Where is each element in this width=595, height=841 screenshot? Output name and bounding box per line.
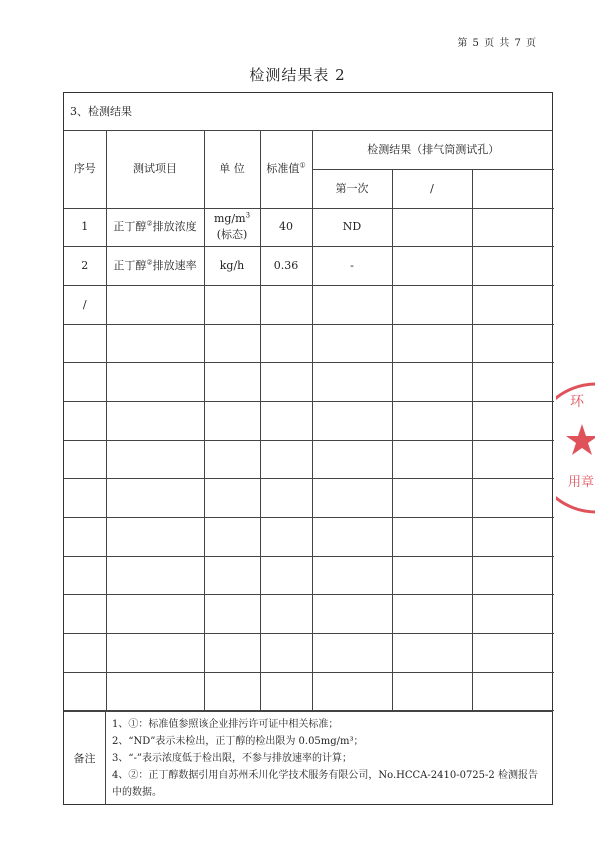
table-row: [64, 208, 554, 247]
item-name-rest: 排放浓度: [152, 220, 197, 234]
row-result-2: [392, 247, 472, 286]
row-result-3: [472, 247, 554, 286]
note-line-3: 3、“-”表示浓度低于检出限，不参与排放速率的计算；: [112, 753, 352, 765]
row-seq: 1: [64, 208, 106, 247]
standard-marker: ①: [299, 161, 306, 170]
row-unit: [204, 285, 260, 324]
row-result-2: [392, 208, 472, 247]
notes-body: [106, 712, 552, 804]
seal-star-icon: [566, 424, 595, 455]
row-result-1: [312, 285, 392, 324]
seal-text-top: 环: [570, 394, 584, 410]
row-result-3: [472, 208, 554, 247]
note-line-2: 2、“ND”表示未检出，正丁醇的检出限为 0.05mg/m³；: [112, 736, 364, 748]
row-seq: 2: [64, 247, 106, 286]
row-item: [106, 208, 204, 247]
header-standard-label: 标准值: [266, 162, 300, 176]
note-line-4: 4、②：正丁醇数据引用自苏州禾川化学技术服务有限公司，No.HCCA-2410-0725-2 检测报告中的数据。: [112, 770, 538, 799]
header-seq: 序号: [64, 131, 106, 208]
results-grid: [64, 131, 554, 711]
unit-note: (标态): [216, 228, 248, 242]
header-results-group: 检测结果（排气筒测试孔）: [312, 131, 554, 169]
row-item: [106, 285, 204, 324]
row-standard: 40: [260, 208, 312, 247]
header-sub-3: [472, 169, 554, 208]
note-line-1: 1、①：标准值参照该企业排污许可证中相关标准；: [112, 719, 339, 731]
table-row: [64, 247, 554, 286]
table-row: [64, 285, 554, 324]
row-unit: kg/h: [204, 247, 260, 286]
row-standard: [260, 285, 312, 324]
item-marker: ②: [146, 258, 153, 267]
header-sub-2: /: [392, 169, 472, 208]
results-table: [63, 92, 553, 805]
header-standard: [260, 131, 312, 208]
table-row-empty: [64, 672, 554, 711]
header-unit: 单 位: [204, 131, 260, 208]
header-sub-1: 第一次: [312, 169, 392, 208]
item-name-rest: 排放速率: [152, 259, 197, 273]
row-standard: 0.36: [260, 247, 312, 286]
table-row-empty: [64, 595, 554, 634]
section-title: 3、检测结果: [64, 93, 552, 131]
row-result-2: [392, 285, 472, 324]
notes-section: [64, 711, 552, 804]
row-seq: /: [64, 285, 106, 324]
page-indicator: 第 5 页 共 7 页: [457, 38, 537, 49]
table-row-empty: [64, 634, 554, 673]
item-name: 正丁醇: [113, 220, 147, 234]
row-result-3: [472, 285, 554, 324]
table-row-empty: [64, 518, 554, 557]
row-result-1: ND: [312, 208, 392, 247]
unit-main: mg/m: [213, 212, 246, 226]
table-row-empty: [64, 556, 554, 595]
company-seal: [556, 378, 595, 518]
table-row-empty: [64, 324, 554, 363]
row-item: [106, 247, 204, 286]
table-row-empty: [64, 363, 554, 402]
unit-sup: 3: [245, 211, 251, 220]
page-title: 检测结果表 2: [249, 66, 346, 84]
table-row-empty: [64, 440, 554, 479]
row-unit: [204, 208, 260, 247]
notes-label: 备注: [64, 712, 106, 804]
table-row-empty: [64, 479, 554, 518]
header-item: 测试项目: [106, 131, 204, 208]
seal-text-bottom: 用章: [568, 475, 595, 490]
item-name: 正丁醇: [113, 259, 147, 273]
item-marker: ②: [146, 219, 153, 228]
table-row-empty: [64, 401, 554, 440]
row-result-1: -: [312, 247, 392, 286]
